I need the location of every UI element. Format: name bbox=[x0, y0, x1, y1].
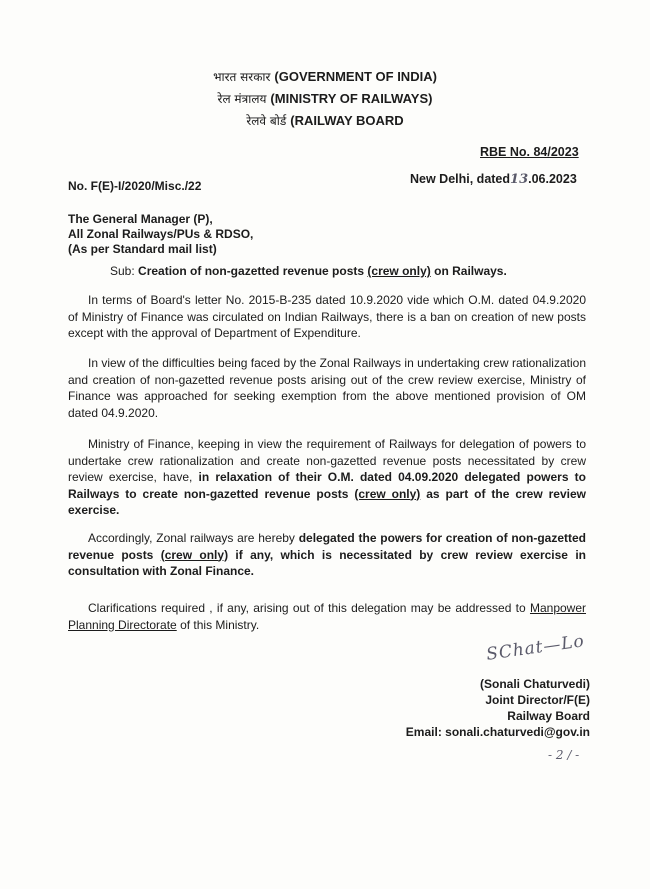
header-line-board bbox=[0, 112, 650, 129]
paragraph-4-bold: delegated the powers for creation of non-gazetted revenue posts bbox=[68, 531, 587, 562]
addressee-line-3: (As per Standard mail list) bbox=[68, 242, 217, 256]
paragraph-5-directorate: Manpower Planning Directorate bbox=[68, 601, 587, 632]
header-line-ministry bbox=[0, 90, 650, 107]
paragraph-4-bold-end: if any, which is necessitated by crew review exercise in consultation with Zonal Finance bbox=[68, 547, 586, 578]
signatory-office: Railway Board bbox=[507, 709, 590, 723]
paragraph-4-period: . bbox=[250, 564, 255, 578]
rbe-number: RBE No. 84/2023 bbox=[480, 145, 579, 159]
page-continuation-mark: - 2 / - bbox=[548, 748, 580, 762]
paragraph-5-text-end: of this Ministry. bbox=[180, 617, 260, 632]
file-number: No. F(E)-I/2020/Misc./22 bbox=[68, 179, 202, 193]
date-prefix: New Delhi, dated bbox=[410, 172, 511, 186]
date-suffix: .06.2023 bbox=[528, 172, 577, 186]
paragraph-3-crew-only: (crew only) bbox=[354, 486, 421, 501]
paragraph-5-text: Clarifications required , if any, arising out of this delegation may be addressed to bbox=[88, 601, 526, 615]
header-hindi-ministry: रेल मंत्रालय bbox=[217, 92, 267, 106]
addressee-block bbox=[68, 212, 253, 257]
subject-line bbox=[110, 264, 507, 278]
email-address[interactable]: sonali.chaturvedi@gov.in bbox=[445, 725, 590, 739]
subject-crew-only: (crew only) bbox=[367, 264, 431, 278]
paragraph-5 bbox=[68, 600, 586, 633]
signatory-email-line bbox=[406, 724, 590, 740]
signature-scribble: SChat—Lo bbox=[485, 631, 587, 665]
subject-text-end: on Railways. bbox=[434, 264, 507, 278]
header-en-board: (RAILWAY BOARD bbox=[290, 113, 404, 128]
paragraph-1: In terms of Board's letter No. 2015-B-235 dated 10.9.2020 vide which O.M. dated 04.9.2020 of Ministry of Finance was circulated on Indian Railways, there is a ban on creation of new posts except with the approval of Department of Expenditure. bbox=[68, 293, 586, 340]
paragraph-2: In view of the difficulties being faced by the Zonal Railways in undertaking crew rationalization and creation of non-gazetted revenue posts arising out of the crew review exercise, Ministry of Finance was approached for seeking exemption from the above mentioned provision of OM dated 04.9.2020. bbox=[68, 356, 586, 420]
paragraph-4-crew-only: (crew only) bbox=[160, 547, 229, 562]
signatory-name: (Sonali Chaturvedi) bbox=[479, 677, 590, 691]
paragraph-3-bold: in relaxation of their O.M. dated 04.09.2020 delegated powers to Railways to create non-gazetted revenue posts bbox=[68, 470, 586, 501]
signatory-designation: Joint Director/F(E) bbox=[485, 693, 590, 707]
header-en-government: (GOVERNMENT OF INDIA) bbox=[274, 69, 437, 84]
header-en-ministry: (MINISTRY OF RAILWAYS) bbox=[270, 91, 433, 106]
subject-text: Creation of non-gazetted revenue posts bbox=[138, 264, 365, 278]
header-hindi-government: भारत सरकार bbox=[213, 70, 271, 84]
paragraph-3-bold-end: as part of the crew review exercise. bbox=[68, 486, 586, 517]
header-line-government bbox=[0, 68, 650, 85]
paragraph-4 bbox=[68, 530, 586, 580]
email-label: Email: bbox=[405, 725, 442, 739]
signature-block bbox=[406, 676, 590, 740]
addressee-line-1: The General Manager (P), bbox=[68, 212, 213, 226]
paragraph-3 bbox=[68, 436, 586, 519]
paragraph-3-text: Ministry of Finance, keeping in view the requirement of Railways for delegation of powers to undertake crew rationalization and create non-gazetted revenue posts necessitated by crew review exercise, have, bbox=[68, 437, 586, 484]
header-hindi-board: रेलवे बोर्ड bbox=[246, 114, 287, 128]
date-handwritten-day: 13 bbox=[510, 172, 529, 187]
paragraph-4-text: Accordingly, Zonal railways are hereby bbox=[88, 531, 295, 545]
place-date bbox=[410, 172, 577, 187]
addressee-line-2: All Zonal Railways/PUs & RDSO, bbox=[68, 227, 254, 241]
subject-label: Sub: bbox=[110, 264, 135, 278]
